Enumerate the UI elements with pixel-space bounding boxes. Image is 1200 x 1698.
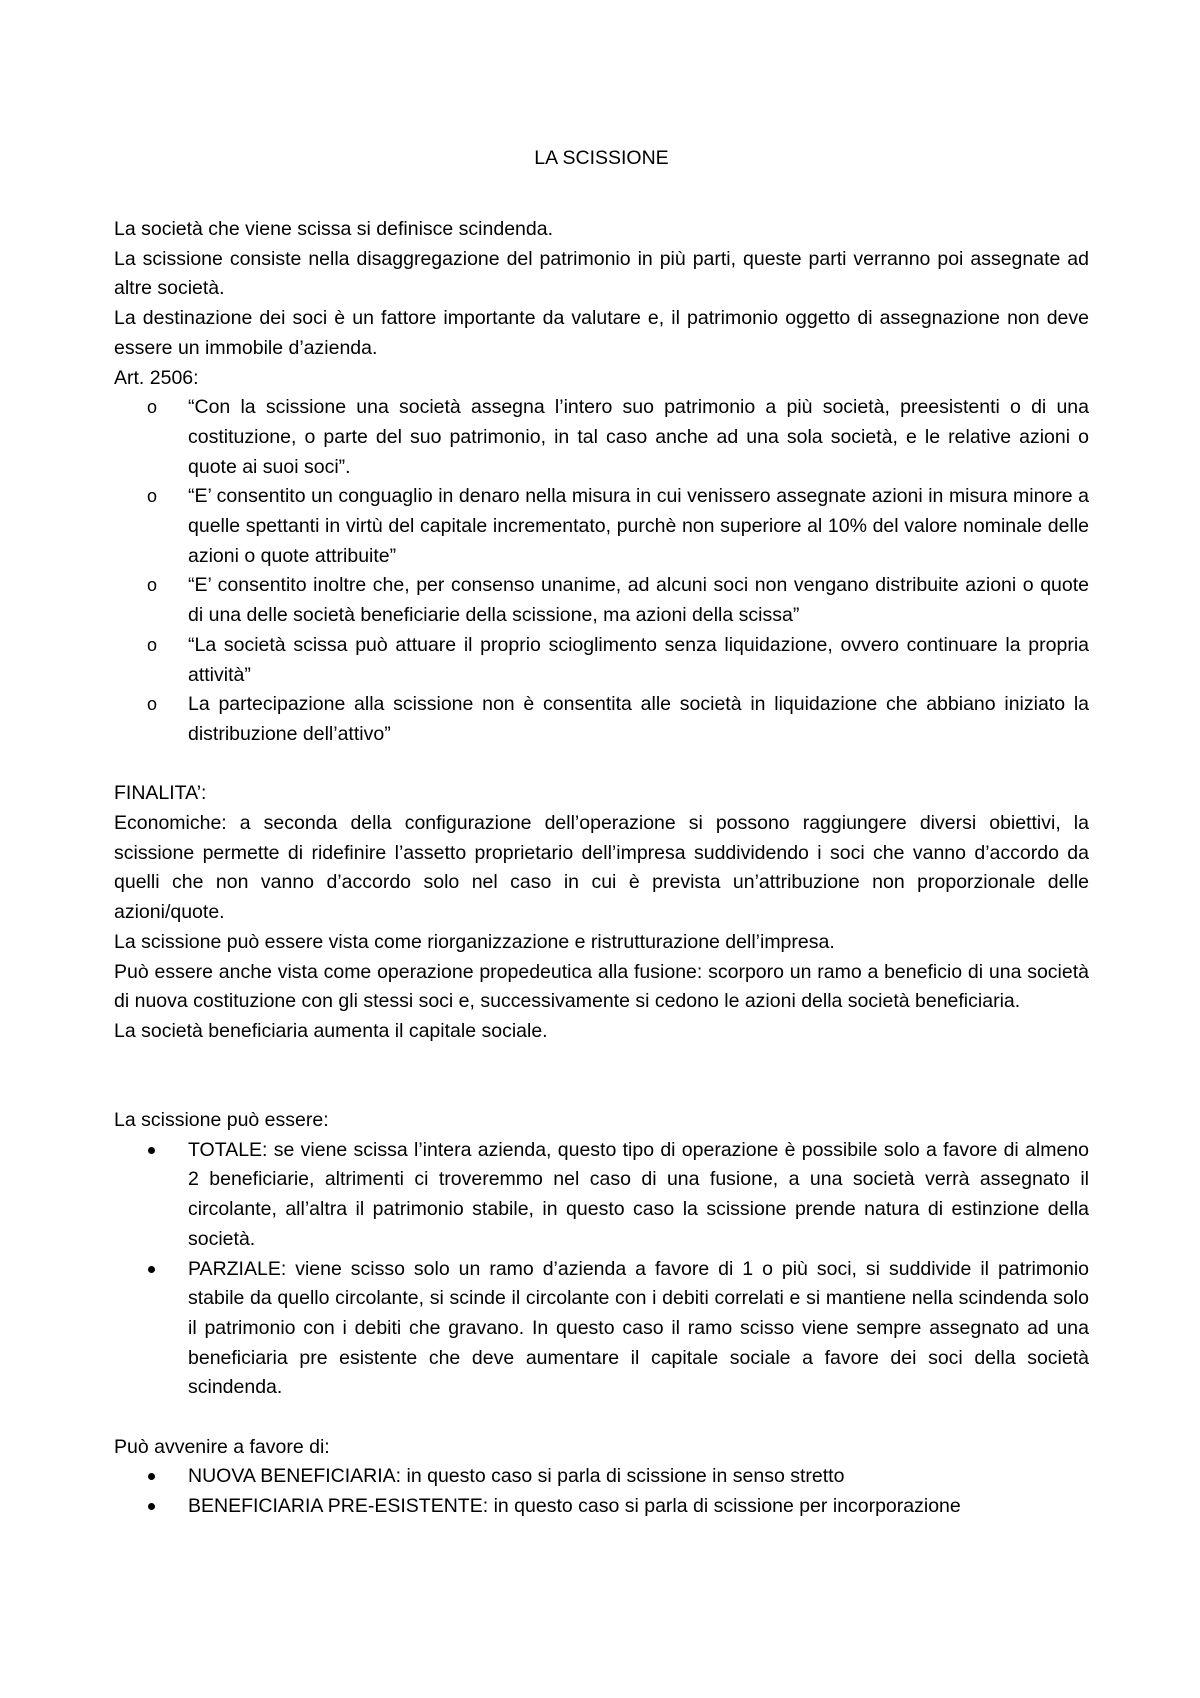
circle-bullet-icon: [142, 690, 162, 720]
intro-paragraph: La società che viene scissa si definisce scindenda.: [114, 218, 553, 240]
favore-heading: Può avvenire a favore di:: [114, 1435, 330, 1458]
list-item: o “E’ consentito inoltre che, per consenso unanime, ad alcuni soci non vengano distribuite azioni o quote di una delle società beneficiarie della scissione, ma azioni della scissa”: [114, 571, 1089, 630]
list-item: o “E’ consentito un conguaglio in denaro nella misura in cui venissero assegnate azioni in misura minore a quelle spettanti in virtù del capitale incrementato, purchè non superiore al 10% del valore nominale delle azioni o quote attribuite”: [114, 482, 1089, 571]
finalita-paragraph: Può essere anche vista come operazione propedeutica alla fusione: scorporo un ramo a beneficio di una società di nuova costituzione con gli stessi soci e, successivamente si cedono le azioni della società beneficiaria.: [114, 960, 1089, 1013]
tipi-heading: La scissione può essere:: [114, 1109, 329, 1132]
list-item: PARZIALE: viene scisso solo un ramo d’azienda a favore di 1 o più soci, si suddivide il patrimonio stabile da quello circolante, si scinde il circolante con i debiti correlati e si mantiene nella scindenda solo il patrimonio con i debiti che gravano. In questo caso il ramo scisso viene sempre assegnato ad una beneficiaria pre esistente che deve aumentare il capitale sociale a favore dei soci della società scindenda.: [188, 1257, 1089, 1399]
finalita-paragraph: La società beneficiaria aumenta il capitale sociale.: [114, 1019, 548, 1042]
intro-paragraph: La scissione consiste nella disaggregazione del patrimonio in più parti, queste parti verranno poi assegnate ad altre società.: [114, 247, 1089, 300]
list-item: TOTALE: se viene scissa l’intera azienda, questo tipo di operazione è possibile solo a favore di almeno 2 beneficiarie, altrimenti ci troveremmo nel caso di una fusione, a una società verrà assegnato il circolante, all’altra il patrimonio stabile, in questo caso la scissione prende natura di estinzione della società.: [188, 1138, 1089, 1250]
list-item: o “La società scissa può attuare il proprio scioglimento senza liquidazione, ovvero continuare la propria attività”: [114, 631, 1089, 690]
list-item: BENEFICIARIA PRE-ESISTENTE: in questo caso si parla di scissione per incorporazione: [188, 1495, 961, 1518]
article-list: [114, 393, 1089, 749]
finalita-heading: FINALITA’:: [114, 782, 207, 805]
finalita-paragraph: Economiche: a seconda della configurazione dell’operazione si possono raggiungere diversi obiettivi, la scissione permette di ridefinire l’assetto proprietario dell’impresa suddividendo i soci che vanno d’accordo da quelli che non vanno d’accordo solo nel caso in cui è prevista un’attribuzione non proporzionale delle azioni/quote.: [114, 812, 1089, 924]
list-item: o “Con la scissione una società assegna l’intero suo patrimonio a più società, preesistenti o di una costituzione, o parte del suo patrimonio, in tal caso anche ad una sola società, e le relative azioni o quote ai suoi soci”.: [114, 393, 1089, 482]
document-title: LA SCISSIONE: [534, 147, 669, 169]
tipi-list: [114, 1136, 1089, 1403]
circle-bullet-icon: [142, 571, 162, 601]
finalita-paragraph: La scissione può essere vista come riorganizzazione e ristrutturazione dell’impresa.: [114, 930, 835, 953]
circle-bullet-icon: [142, 631, 162, 661]
circle-bullet-icon: [142, 482, 162, 512]
document-body: [114, 215, 1089, 1522]
favore-list: [114, 1462, 1089, 1521]
list-item: o La partecipazione alla scissione non è consentita alle società in liquidazione che abbiano iniziato la distribuzione dell’attivo”: [114, 690, 1089, 749]
list-item: NUOVA BENEFICIARIA: in questo caso si parla di scissione in senso stretto: [188, 1465, 845, 1488]
intro-paragraph: La destinazione dei soci è un fattore importante da valutare e, il patrimonio oggetto di assegnazione non deve essere un immobile d’azienda.: [114, 307, 1089, 359]
circle-bullet-icon: [142, 393, 162, 423]
article-reference: Art. 2506:: [114, 366, 199, 389]
